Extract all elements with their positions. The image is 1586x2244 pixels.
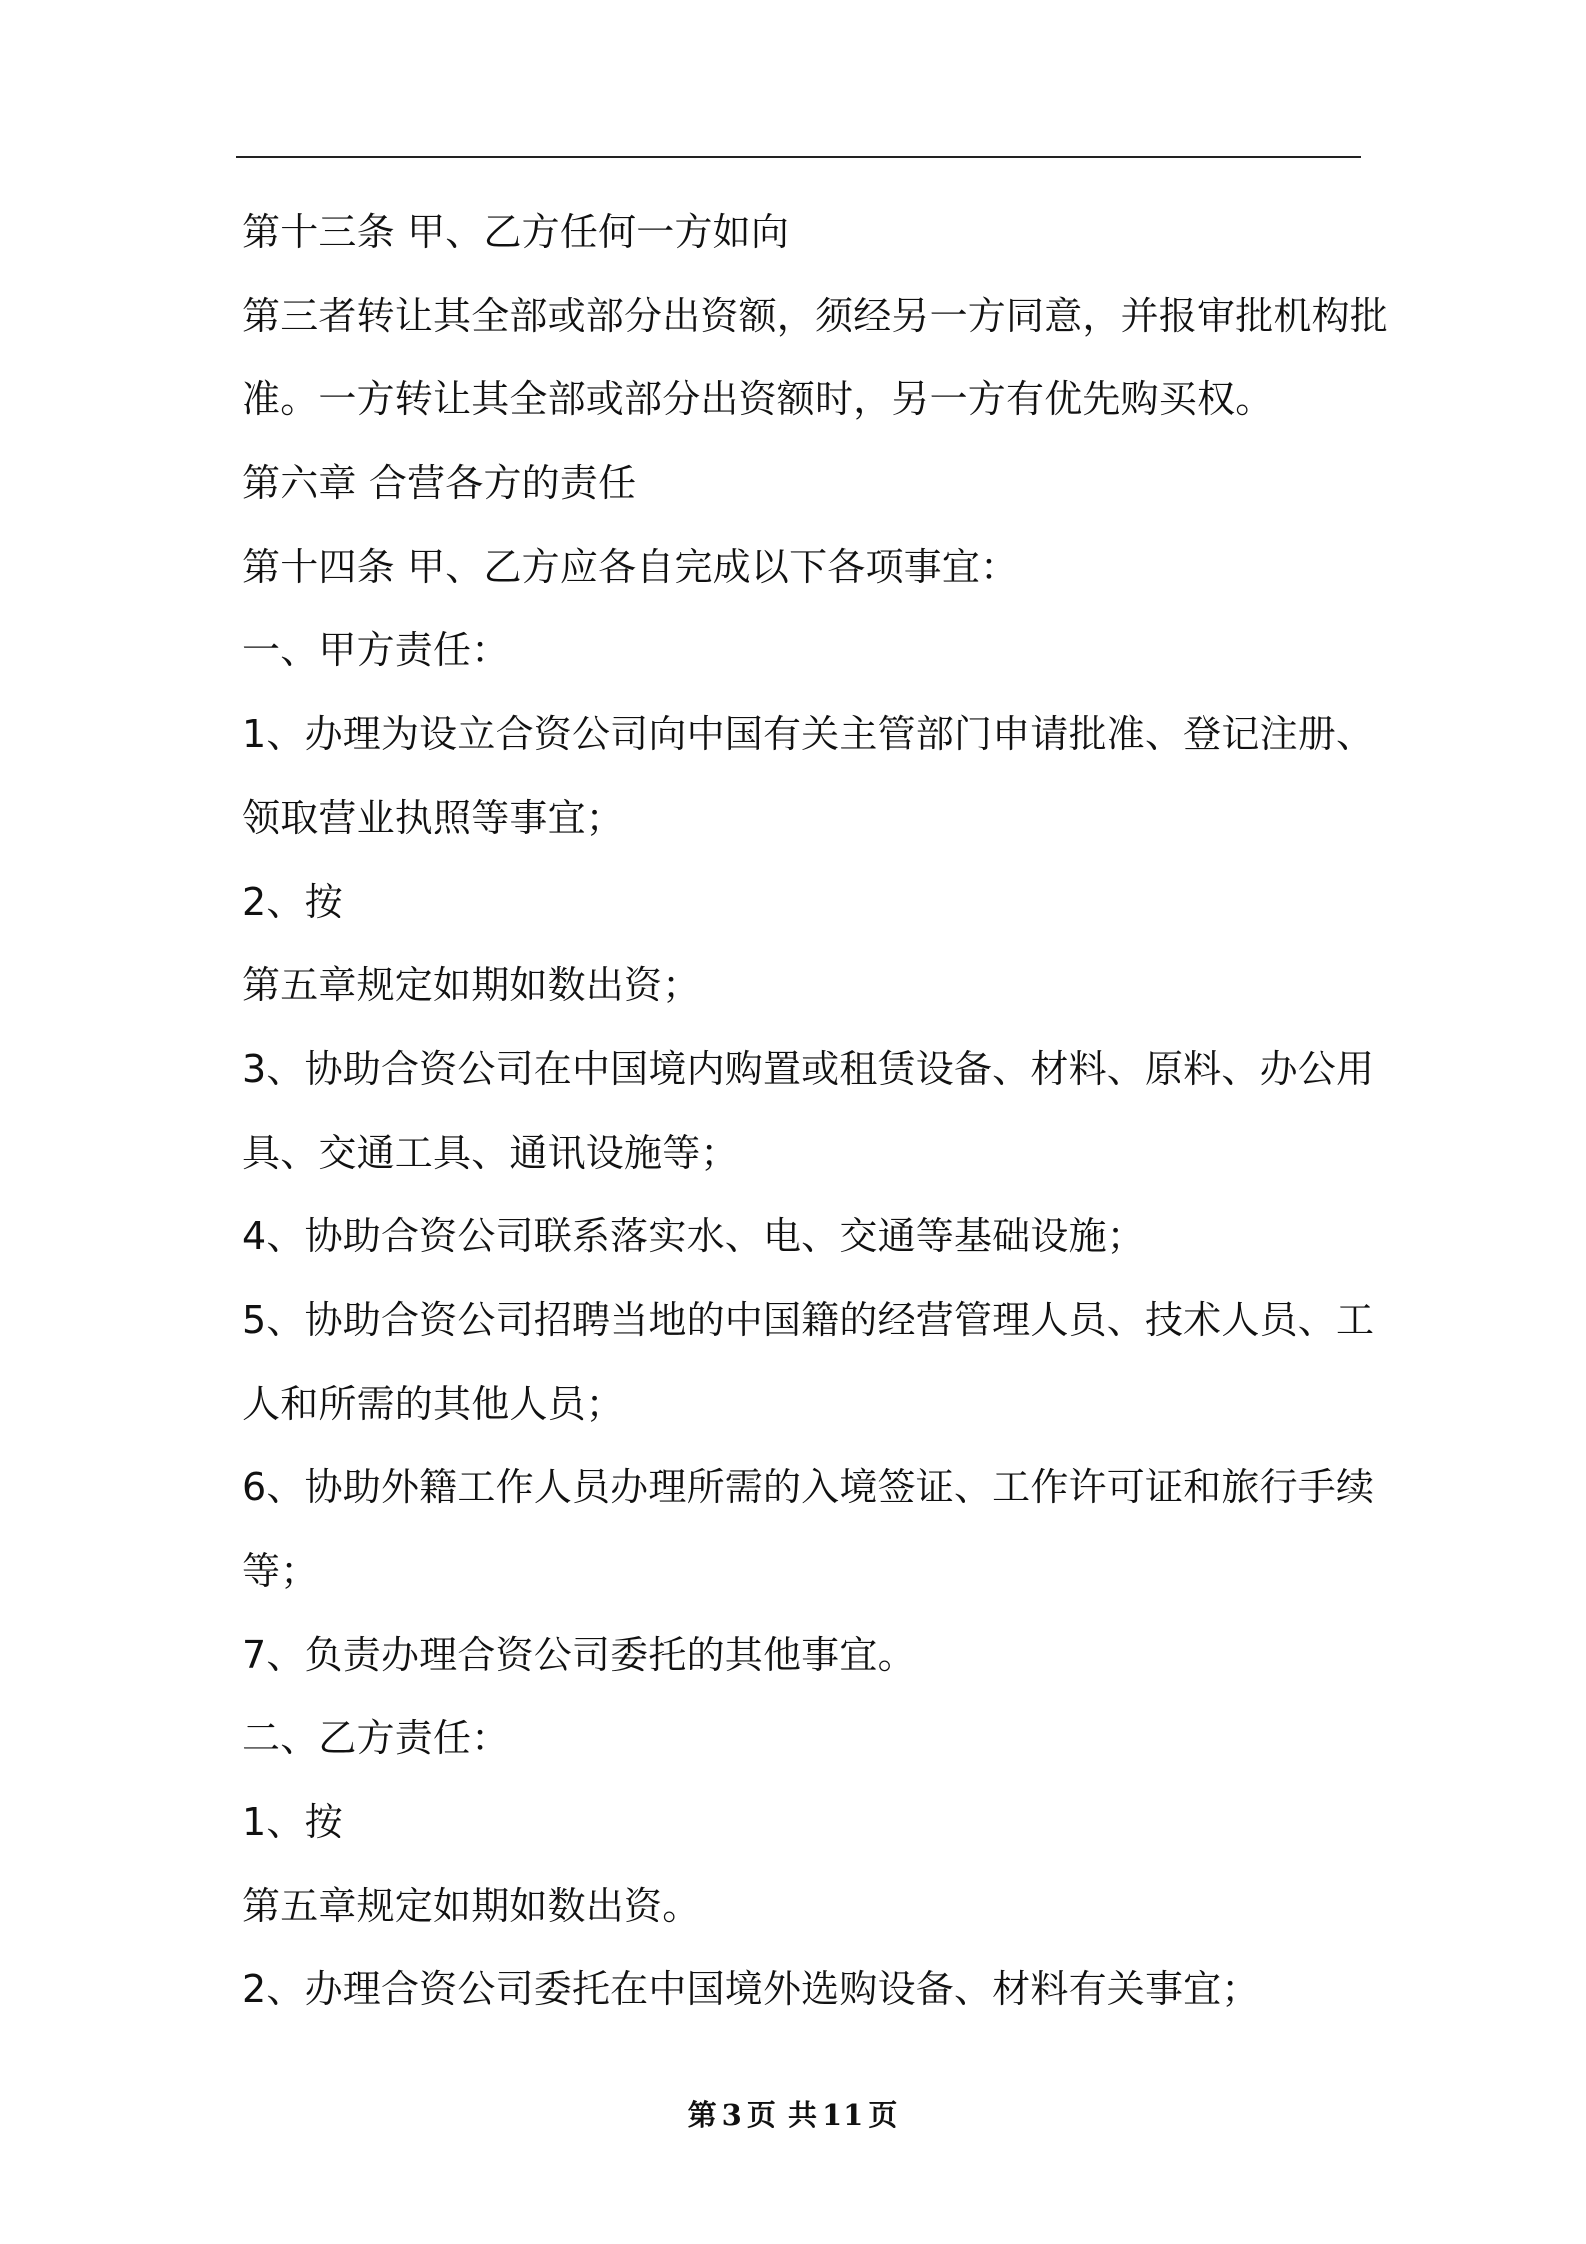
- text-line: 等；: [242, 1549, 319, 1593]
- text-line: 领取营业执照等事宜；: [242, 795, 625, 840]
- footer-suffix: 页: [868, 2098, 899, 2132]
- text-line: 3、协助合资公司在中国境内购置或租赁设备、材料、原料、办公用: [242, 1046, 1375, 1091]
- chapter-6-heading: 第六章 合营各方的责任: [242, 461, 637, 506]
- body-text: [242, 191, 1389, 2032]
- text-line: 6、协助外籍工作人员办理所需的入境签证、工作许可证和旅行手续: [242, 1465, 1375, 1510]
- text-line: 具、交通工具、通讯设施等；: [242, 1130, 739, 1175]
- text-line: 人和所需的其他人员；: [242, 1381, 625, 1426]
- header-rule: [236, 156, 1361, 158]
- text-line: 第五章规定如期如数出资；: [242, 963, 701, 1008]
- text-line: 5、协助合资公司招聘当地的中国籍的经营管理人员、技术人员、工: [242, 1297, 1375, 1342]
- footer-middle: 页 共: [746, 2098, 818, 2132]
- clause-13-heading: 第十三条 甲、乙方任何一方如向: [242, 210, 790, 254]
- footer-prefix: 第: [687, 2098, 718, 2132]
- party-a-heading: 一、甲方责任：: [242, 628, 510, 673]
- total-pages-number: 11: [821, 2098, 865, 2132]
- text-line: 4、协助合资公司联系落实水、电、交通等基础设施；: [242, 1214, 1145, 1259]
- text-line: 第三者转让其全部或部分出资额，须经另一方同意，并报审批机构批: [242, 293, 1389, 338]
- text-line: 2、按: [242, 879, 343, 924]
- text-line: 第五章规定如期如数出资。: [242, 1883, 701, 1928]
- clause-14-heading: 第十四条 甲、乙方应各自完成以下各项事宜：: [242, 544, 1019, 589]
- party-b-heading: 二、乙方责任：: [242, 1716, 510, 1761]
- text-line: 准。一方转让其全部或部分出资额时，另一方有优先购买权。: [242, 377, 1274, 422]
- text-line: 7、负责办理合资公司委托的其他事宜。: [242, 1632, 916, 1677]
- text-line: 1、按: [242, 1800, 343, 1845]
- text-line: 2、办理合资公司委托在中国境外选购设备、材料有关事宜；: [242, 1967, 1260, 2012]
- page-footer: [0, 2093, 1586, 2134]
- text-line: 1、办理为设立合资公司向中国有关主管部门申请批准、登记注册、: [242, 712, 1375, 757]
- current-page-number: 3: [721, 2098, 743, 2132]
